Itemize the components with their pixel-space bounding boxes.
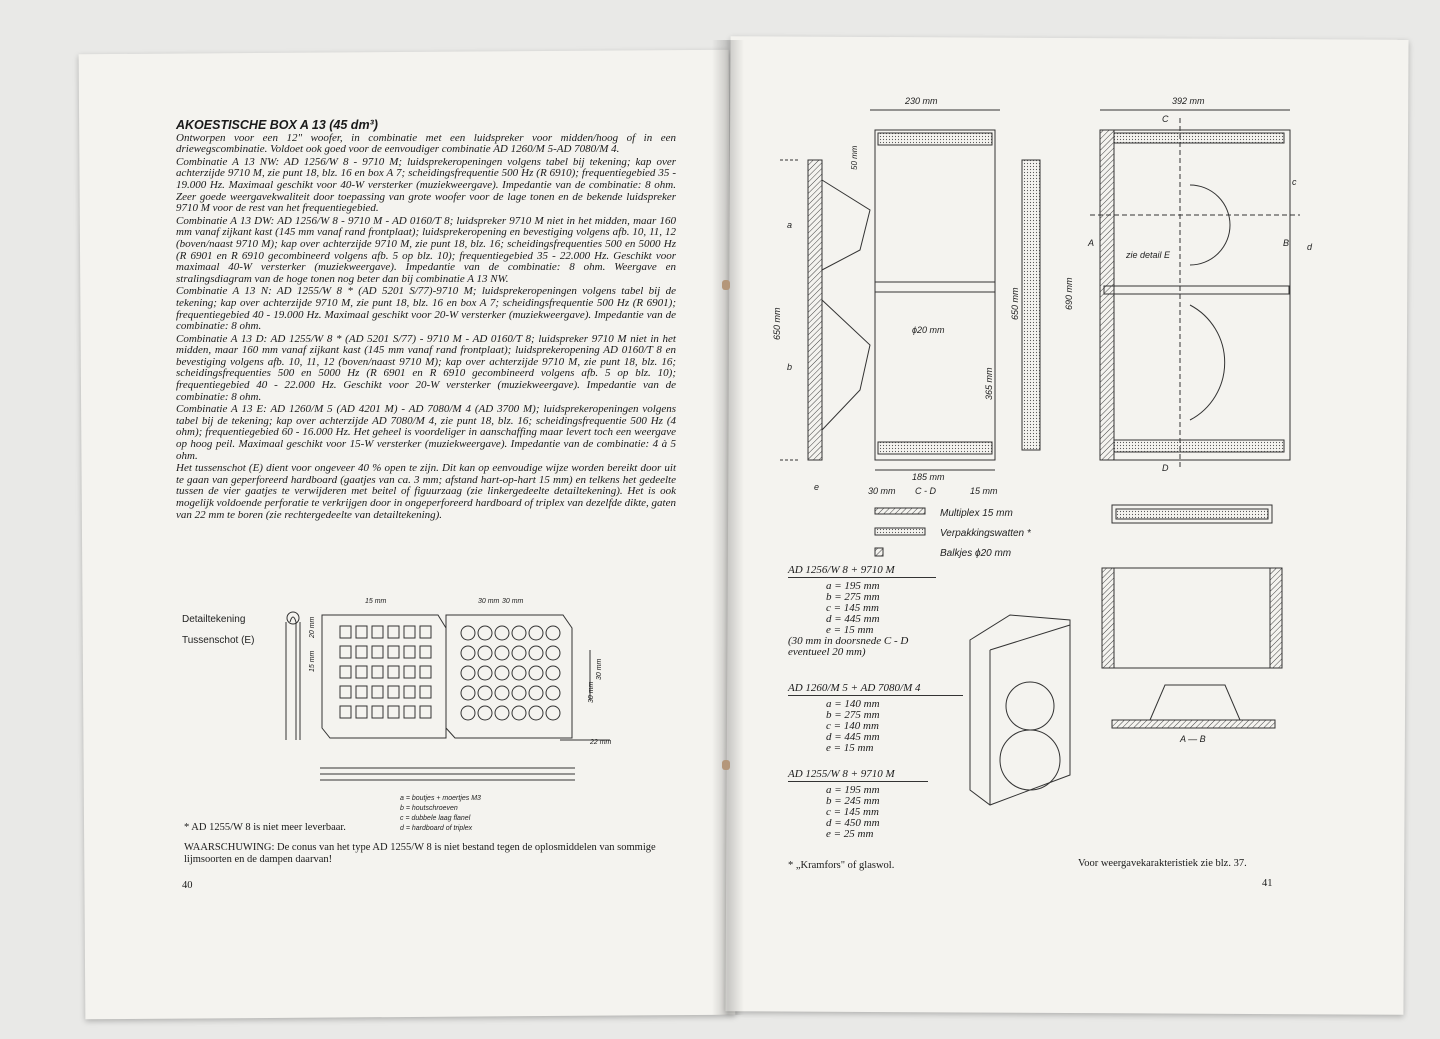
legend-multiplex: Multiplex 15 mm <box>940 508 1013 519</box>
label-b: b <box>787 362 793 372</box>
paragraph-a13e: Combinatie A 13 E: AD 1260/M 5 (AD 4201 M) - AD 7080/M 4 (AD 3700 M); luidsprekeropeningen volgens tabel bij de tekening; kap over achterzijde AD 7080/M 4, zie punt 18, blz. 16; scheidingsfrequentie 500 Hz (4 ohm); frequentiegebied 60 - 16.000 Hz. Het geheel is voordeliger in aanschaffing maar levert toch een weergave op hoog peil. Maximaal geschikt voor 15-W versterker (muziekweergave). Impedantie van de combinatie: 4 à 5 ohm. <box>176 403 676 462</box>
label-B: B <box>1283 238 1290 248</box>
spec-1-e: e = 15 mm <box>826 624 874 636</box>
staple-top <box>722 280 730 290</box>
label-A: A <box>1088 238 1095 248</box>
paragraph-tussenschot: Het tussenschot (E) dient voor ongeveer 40 % open te zijn. Dit kan op eenvoudige wijze worden bereikt door uit te gaan van geperforeerd hardboard (gaatjes van ca. 3 mm; afstand hart-op-hart 15 mm) en telkens het gedeelte tussen de vier gaatjes te verwijderen met beitel of figuurzaag (zie linkergedeelte detailtekening). Het is ook mogelijk voldoende perforatie te verkrijgen door in ongeperforeerd hardboard of triplex van dezelfde dikte, gaten van 22 mm te boren (zie rechtergedeelte van detailtekening). <box>176 462 676 521</box>
spec-3-a: a = 195 mm <box>826 784 880 796</box>
label-ab: A — B <box>1180 734 1206 744</box>
spec-block-2 <box>788 682 963 754</box>
dim-22: 22 mm <box>590 739 612 746</box>
warning-label: WAARSCHUWING: <box>184 842 275 853</box>
dim-15a: 15 mm <box>365 598 387 605</box>
dim-phi20: ɸ20 mm <box>912 325 945 335</box>
paragraph-a13n: Combinatie A 13 N: AD 1255/W 8 * (AD 5201 S/77)-9710 M; luidsprekeropeningen volgens tabel bij de tekening; kap over achterzijde 9710 M, zie punt 18, blz. 16 en box A 7; scheidingsfrequentie 500 Hz (R 6901); frequentiegebied 40 - 19.000 Hz. Maximaal geschikt voor 20-W versterker (muziekweergave). Impedantie van de combinatie: 8 ohm. <box>176 285 676 333</box>
dim-30a: 30 mm <box>478 598 500 605</box>
dim-30c: 30 mm <box>596 658 603 680</box>
paragraph-a13dw: Combinatie A 13 DW: AD 1256/W 8 - 9710 M - AD 0160/T 8; luidspreker 9710 M niet in het midden, maar 160 mm vanaf zijkant kast (145 mm vanaf rand frontplaat); luidsprekeropening en bevestiging volgens afb. 10, 11, 12 (boven/naast 9710 M); kap over achterzijde 9710 M, zie punt 18, blz. 16; scheidingsfrequenties 500 en 5000 Hz (R 6901 en R 6910 gecombineerd volgens afb. 5 op blz. 10); frequentiegebied 35 - 22.000 Hz. Geschikt voor maximaal 40-W versterker (muziekweergave). Impedantie van de combinatie: 8 ohm. Weergave en stralingsdiagram van de hoge tonen nog beter dan bij combinatie A 13 NW. <box>176 214 676 285</box>
dim-690: 690 mm <box>1064 277 1074 310</box>
left-body-text <box>176 120 676 522</box>
label-cd: C - D <box>915 486 936 496</box>
spec-3-e: e = 25 mm <box>826 828 874 840</box>
dim-20: 20 mm <box>309 616 316 638</box>
right-footnote: * „Kramfors" of glaswol. <box>788 860 895 871</box>
spec-title-1: AD 1256/W 8 + 9710 M <box>788 564 936 578</box>
dim-50: 50 mm <box>850 145 859 170</box>
spec-2-b: b = 275 mm <box>826 709 880 721</box>
spec-1-note-1: (30 mm in doorsnede C - D <box>788 635 909 647</box>
paragraph-a13d: Combinatie A 13 D: AD 1255/W 8 * (AD 5201 S/77) - 9710 M - AD 0160/T 8; luidspreker 9710 M niet in het midden, maar 160 mm vanaf zijkant kast (145 mm vanaf rand frontplaat); luidsprekeropening AD 0160/T 8 en bevestiging volgens afb. 10, 11, 12 (boven/naast 9710 M); kap over achterzijde 9710 M, zie punt 18, blz. 16; scheidingsfrequenties 500 en 5000 Hz (R 6901 en R 6910 gecombineerd volgens afb. 5 op blz. 10); frequentiegebied 40 - 22.000 Hz. Geschikt voor 20-W versterker (muziekweergave). Impedantie van de combinatie: 8 ohm. <box>176 332 676 403</box>
label-e: e <box>814 482 820 492</box>
page-heading: AKOESTISCHE BOX A 13 (45 dm³) <box>176 118 378 132</box>
dim-392: 392 mm <box>1172 96 1205 106</box>
spec-3-b: b = 245 mm <box>826 795 880 807</box>
spec-1-a: a = 195 mm <box>826 580 880 592</box>
staple-bottom <box>722 760 730 770</box>
detail-label-2: Tussenschot (E) <box>182 635 255 646</box>
left-footnote: * AD 1255/W 8 is niet meer leverbaar. <box>184 822 346 833</box>
spec-2-c: c = 140 mm <box>826 720 879 732</box>
label-D: D <box>1162 463 1169 473</box>
legend-balkjes: Balkjes ɸ20 mm <box>940 548 1012 559</box>
spec-title-2: AD 1260/M 5 + AD 7080/M 4 <box>788 682 963 696</box>
warning-text: De conus van het type AD 1255/W 8 is niet bestand tegen de oplosmiddelen van sommige lijmsoorten en de dampen daarvan! <box>184 842 656 865</box>
label-d: d <box>1307 242 1313 252</box>
label-a: a <box>787 220 793 230</box>
intro-paragraph: Ontworpen voor een 12" woofer, in combinatie met een luidspreker voor midden/hoog of in een driewegscombinatie. Voldoet ook goed voor de eenvoudiger combinatie AD 1260/M 5-AD 7080/M 4. <box>176 131 676 156</box>
reference-note: Voor weergavekarakteristiek zie blz. 37. <box>1078 858 1247 869</box>
dim-30d: 30 mm <box>588 681 595 703</box>
legend-d: d = hardboard of triplex <box>400 825 473 832</box>
right-page-number: 41 <box>1262 878 1273 889</box>
label-C: C <box>1162 114 1169 124</box>
legend-a: a = boutjes + moertjes M3 <box>400 795 481 802</box>
spec-1-b: b = 275 mm <box>826 591 880 603</box>
dim-30: 30 mm <box>868 486 896 496</box>
label-c: c <box>1292 177 1297 187</box>
spec-2-a: a = 140 mm <box>826 698 880 710</box>
dim-15: 15 mm <box>970 486 998 496</box>
label-zie-detail: zie detail E <box>1126 250 1171 260</box>
spec-3-c: c = 145 mm <box>826 806 879 818</box>
legend-c: c = dubbele laag flanel <box>400 815 471 822</box>
dim-30b: 30 mm <box>502 598 524 605</box>
dim-230: 230 mm <box>905 96 938 106</box>
left-page-number: 40 <box>182 880 193 891</box>
dim-650a: 650 mm <box>772 307 782 340</box>
detail-label-1: Detailtekening <box>182 614 246 625</box>
legend-b: b = houtschroeven <box>400 805 458 812</box>
spec-2-e: e = 15 mm <box>826 742 874 754</box>
spec-block-1 <box>788 564 936 658</box>
spec-1-c: c = 145 mm <box>826 602 879 614</box>
spec-3-d: d = 450 mm <box>826 817 880 829</box>
spec-1-d: d = 445 mm <box>826 613 880 625</box>
dim-365: 365 mm <box>984 367 994 400</box>
warning <box>184 842 684 866</box>
dim-650b: 650 mm <box>1010 287 1020 320</box>
spec-2-d: d = 445 mm <box>826 731 880 743</box>
paragraph-a13nw: Combinatie A 13 NW: AD 1256/W 8 - 9710 M; luidsprekeropeningen volgens tabel bij tekening; kap over achterzijde 9710 M, zie punt 18, blz. 16 en box A 7; scheidingsfrequentie 500 Hz (R 6910); frequentiegebied 35 - 19.000 Hz. Maximaal geschikt voor 40-W versterker (muziekweergave). Impedantie van de combinatie: 8 ohm. Zeer goede weergavekwaliteit door toepassing van grote woofer voor de lage tonen en de bekende luidspreker 9710 M voor de rest van het frequentiegebied. <box>176 155 676 215</box>
spec-1-note-2: eventueel 20 mm) <box>788 646 866 658</box>
spec-block-3 <box>788 768 928 840</box>
dim-185: 185 mm <box>912 472 945 482</box>
legend-watten: Verpakkingswatten * <box>940 528 1031 539</box>
spec-title-3: AD 1255/W 8 + 9710 M <box>788 768 928 782</box>
dim-15b: 15 mm <box>309 650 316 672</box>
